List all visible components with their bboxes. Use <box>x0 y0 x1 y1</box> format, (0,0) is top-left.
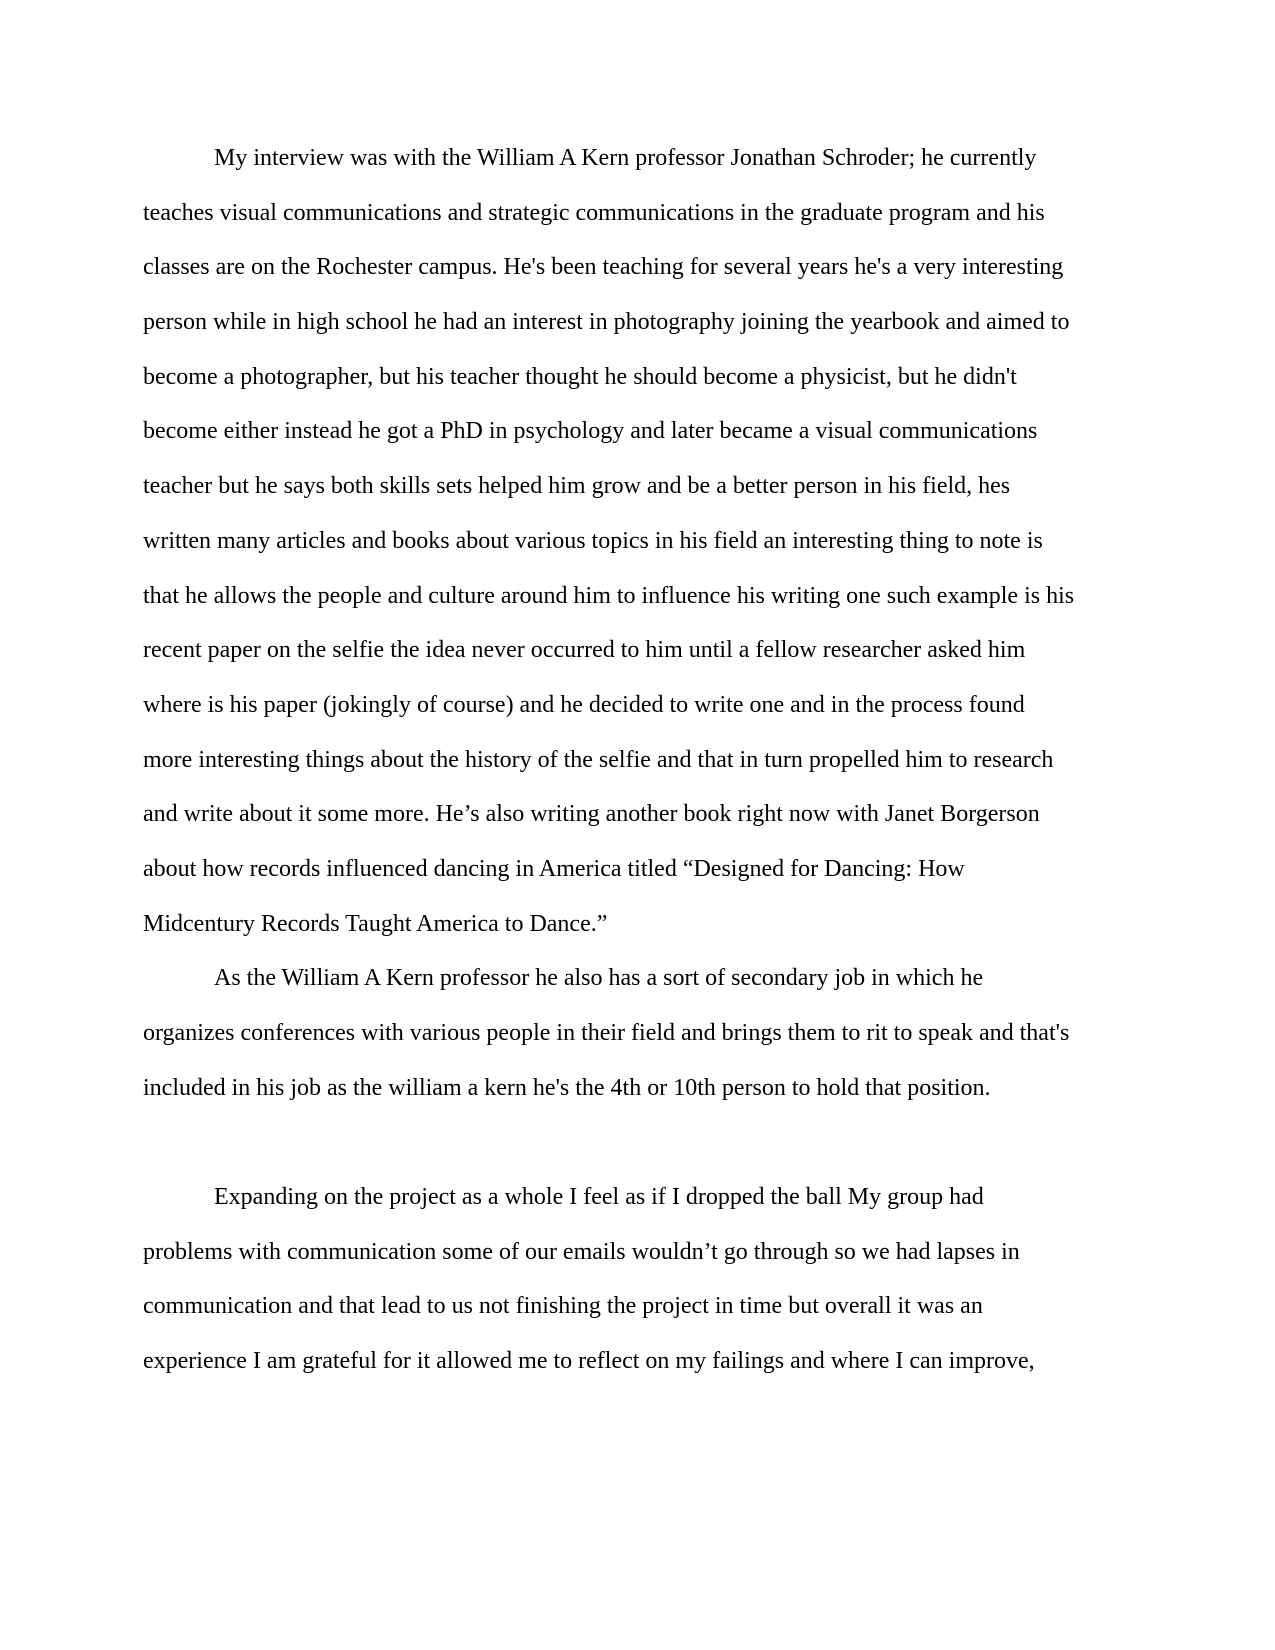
paragraph-professorship <box>143 958 1133 1122</box>
text-line: and write about it some more. He’s also writing another book right now with Janet Borgerson <box>143 801 1040 828</box>
text-line: organizes conferences with various people in their field and brings them to rit to speak and that's <box>143 1020 1070 1046</box>
paragraph-spacer <box>143 1122 1133 1177</box>
paragraph-project-reflection <box>143 1177 1133 1396</box>
text-line: that he allows the people and culture around him to influence his writing one such example is his <box>143 582 1075 609</box>
text-line: teaches visual communications and strategic communications in the graduate program and his <box>143 199 1045 226</box>
text-line: become either instead he got a PhD in psychology and later became a visual communications <box>143 418 1038 445</box>
text-line: where is his paper (jokingly of course) and he decided to write one and in the process found <box>143 691 1025 718</box>
text-line: person while in high school he had an interest in photography joining the yearbook and aimed to <box>143 309 1070 336</box>
text-line: recent paper on the selfie the idea never occurred to him until a fellow researcher asked him <box>143 637 1026 664</box>
text-line: communication and that lead to us not finishing the project in time but overall it was an <box>143 1293 983 1320</box>
text-line: experience I am grateful for it allowed me to reflect on my failings and where I can improve, <box>143 1348 1035 1375</box>
document-body <box>143 138 1133 1396</box>
text-line: classes are on the Rochester campus. He's been teaching for several years he's a very interesting <box>143 254 1064 281</box>
text-line: about how records influenced dancing in America titled “Designed for Dancing: How <box>143 855 965 882</box>
text-line: more interesting things about the history of the selfie and that in turn propelled him to research <box>143 746 1054 773</box>
text-line: Expanding on the project as a whole I feel as if I dropped the ball My group had <box>214 1184 984 1211</box>
text-line: included in his job as the william a kern he's the 4th or 10th person to hold that position. <box>143 1074 991 1101</box>
text-line: written many articles and books about various topics in his field an interesting thing to note is <box>143 527 1043 554</box>
text-line: Midcentury Records Taught America to Dance.” <box>143 910 608 937</box>
text-line: As the William A Kern professor he also has a sort of secondary job in which he <box>214 965 984 992</box>
text-line: teacher but he says both skills sets helped him grow and be a better person in his field, hes <box>143 473 1011 500</box>
text-line: My interview was with the William A Kern professor Jonathan Schroder; he currently <box>214 145 1037 171</box>
text-line: become a photographer, but his teacher thought he should become a physicist, but he didn't <box>143 363 1017 390</box>
paragraph-interview <box>143 138 1133 958</box>
text-line: problems with communication some of our emails wouldn’t go through so we had lapses in <box>143 1238 1020 1265</box>
